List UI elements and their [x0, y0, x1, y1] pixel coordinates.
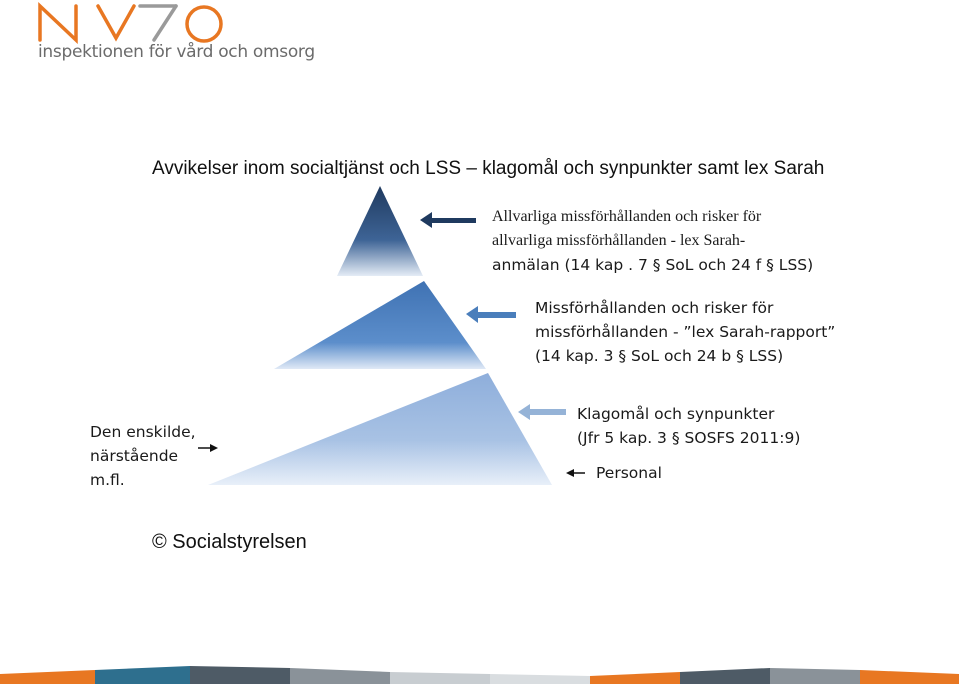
level-label-1-line: allvarliga missförhållanden - lex Sarah- — [492, 232, 746, 249]
left-label — [90, 420, 196, 492]
level-label-3-line: Klagomål och synpunkter — [577, 405, 775, 423]
level-label-1 — [492, 205, 813, 277]
left-label-line: närstående — [90, 447, 179, 465]
personal-label: Personal — [596, 464, 662, 482]
logo-text: inspektionen för vård och omsorg — [38, 42, 315, 62]
level-label-3 — [577, 402, 800, 450]
arrow-left-icon-level3 — [518, 404, 566, 420]
level-label-1-line: Allvarliga missförhållanden och risker för — [492, 208, 762, 225]
level-label-3-line: (Jfr 5 kap. 3 § SOSFS 2011:9) — [577, 429, 801, 447]
arrow-left-icon-level1 — [420, 212, 476, 228]
arrow-left-icon-level2 — [466, 306, 516, 323]
arrow-right-icon-left — [198, 444, 218, 452]
level-label-2-line: missförhållanden - ”lex Sarah-rapport” — [535, 323, 836, 341]
level-label-2-line: Missförhållanden och risker för — [535, 299, 774, 317]
level-label-2-line: (14 kap. 3 § SoL och 24 b § LSS) — [535, 347, 784, 365]
footer-stripe — [0, 660, 959, 684]
level-label-2 — [535, 296, 835, 368]
left-label-line: Den enskilde, — [90, 423, 196, 441]
level-label-1-line: anmälan (14 kap . 7 § SoL och 24 f § LSS) — [492, 256, 814, 274]
copyright-text: © Socialstyrelsen — [152, 531, 307, 553]
arrow-left-icon-personal — [566, 469, 585, 477]
slide-title: Avvikelser inom socialtjänst och LSS – klagomål och synpunkter samt lex Sarah — [152, 158, 825, 179]
left-label-line: m.fl. — [90, 471, 125, 489]
